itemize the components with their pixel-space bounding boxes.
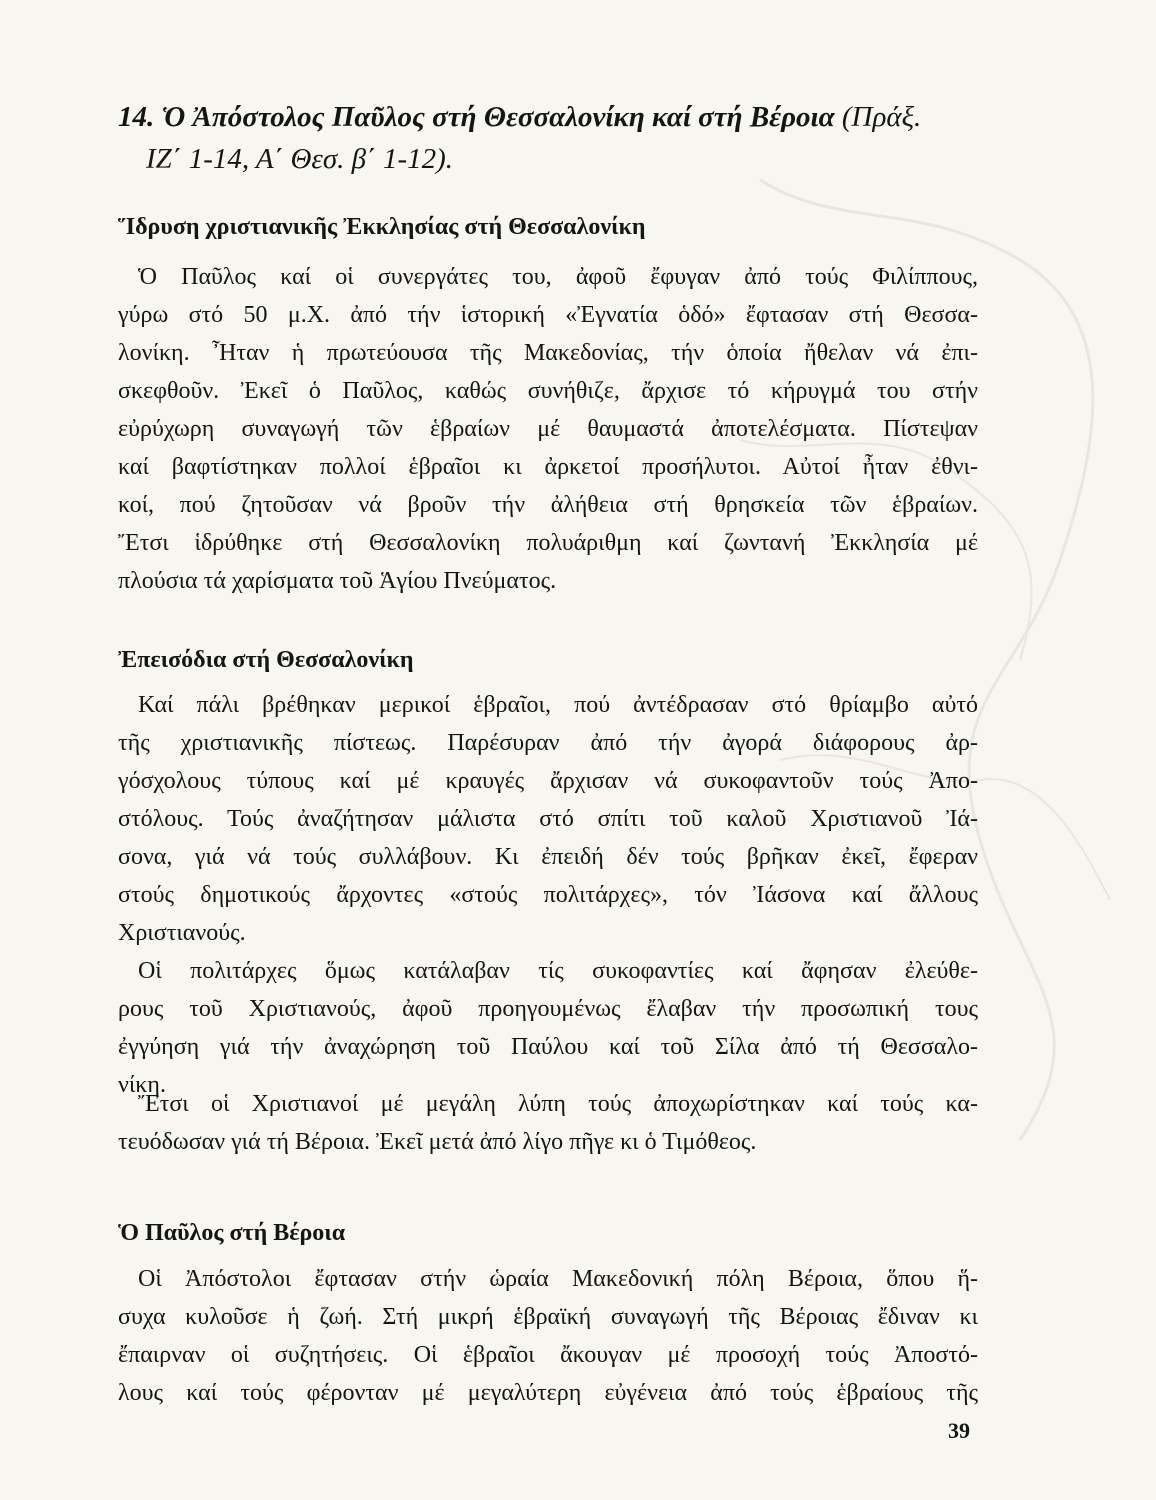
text-line: τῆς χριστιανικῆς πίστεως. Παρέσυραν ἀπό τήν ἀγορά διάφορους ἀρ- [118, 730, 978, 756]
paragraph [118, 1260, 978, 1412]
text-line: γόσχολους τύπους καί μέ κραυγές ἄρχισαν νά συκοφαντοῦν τούς Ἀπο- [118, 768, 978, 794]
paragraph [118, 258, 978, 600]
chapter-reference-open: (Πράξ. [841, 101, 922, 133]
text-line: σονα, γιά νά τούς συλλάβουν. Κι ἐπειδή δέν τούς βρῆκαν ἐκεῖ, ἔφεραν [118, 844, 978, 870]
text-line: γύρω στό 50 μ.Χ. ἀπό τήν ἱστορική «Ἐγνατία ὁδό» ἔφτασαν στή Θεσσα- [118, 302, 978, 328]
text-line: Καί πάλι βρέθηκαν μερικοί ἑβραῖοι, πού ἀντέδρασαν στό θρίαμβο αὐτό [138, 692, 978, 718]
text-line: καί βαφτίστηκαν πολλοί ἑβραῖοι κι ἀρκετοί προσήλυτοι. Αὐτοί ἦταν ἐθνι- [118, 454, 978, 480]
text-line: στούς δημοτικούς ἄρχοντες «στούς πολιτάρχες», τόν Ἰάσονα καί ἄλλους [118, 882, 978, 908]
text-line: Ὁ Παῦλος καί οἱ συνεργάτες του, ἀφοῦ ἔφυγαν ἀπό τούς Φιλίππους, [138, 264, 978, 290]
section-heading: Ὁ Παῦλος στή Βέροια [118, 1220, 346, 1246]
text-line: νίκη. [118, 1072, 166, 1098]
chapter-reference: ΙΖ΄ 1-14, Α΄ Θεσ. β΄ 1-12). [146, 143, 454, 175]
text-line: συχα κυλοῦσε ἡ ζωή. Στή μικρή ἑβραϊκή συναγωγή τῆς Βέροιας ἔδιναν κι [118, 1304, 978, 1330]
text-line: κοί, πού ζητοῦσαν νά βροῦν τήν ἀλήθεια στή θρησκεία τῶν ἑβραίων. [118, 492, 978, 518]
text-line: στόλους. Τούς ἀναζήτησαν μάλιστα στό σπίτι τοῦ καλοῦ Χριστιανοῦ Ἰά- [118, 806, 978, 832]
paragraph [118, 952, 978, 1104]
text-line: ἔπαιρναν οἱ συζητήσεις. Οἱ ἑβραῖοι ἄκουγαν μέ προσοχή τούς Ἀποστό- [118, 1342, 978, 1368]
text-line: λονίκη. Ἦταν ἡ πρωτεύουσα τῆς Μακεδονίας, τήν ὁποία ἤθελαν νά ἐπι- [118, 340, 978, 366]
chapter-number: 14. [118, 101, 155, 133]
text-line: εὐρύχωρη συναγωγή τῶν ἑβραίων μέ θαυμαστά ἀποτελέσματα. Πίστεψαν [118, 416, 978, 442]
page-number: 39 [948, 1418, 970, 1443]
text-line: σκεφθοῦν. Ἐκεῖ ὁ Παῦλος, καθώς συνήθιζε, ἄρχισε τό κήρυγμά του στήν [118, 378, 978, 404]
text-line: Ἔτσι ἱδρύθηκε στή Θεσσαλονίκη πολυάριθμη καί ζωντανή Ἐκκλησία μέ [118, 530, 978, 556]
text-line: Ἔτσι οἱ Χριστιανοί μέ μεγάλη λύπη τούς ἀποχωρίστηκαν καί τούς κα- [138, 1091, 978, 1117]
paragraph [118, 1085, 978, 1161]
paragraph [118, 686, 978, 952]
section-heading: Ἐπεισόδια στή Θεσσαλονίκη [118, 647, 414, 673]
text-line: τευόδωσαν γιά τή Βέροια. Ἐκεῖ μετά ἀπό λίγο πῆγε κι ὁ Τιμόθεος. [118, 1129, 757, 1155]
text-line: πλούσια τά χαρίσματα τοῦ Ἁγίου Πνεύματος. [118, 568, 557, 594]
text-line: ἐγγύηση γιά τήν ἀναχώρηση τοῦ Παύλου καί τοῦ Σίλα ἀπό τή Θεσσαλο- [118, 1034, 978, 1060]
text-line: Οἱ Ἀπόστολοι ἔφτασαν στήν ὡραία Μακεδονική πόλη Βέροια, ὅπου ἥ- [138, 1266, 978, 1292]
text-line: λους καί τούς φέρονταν μέ μεγαλύτερη εὐγένεια ἀπό τούς ἑβραίους τῆς [118, 1380, 978, 1406]
chapter-title [118, 96, 998, 180]
section-heading: Ἵδρυση χριστιανικῆς Ἐκκλησίας στή Θεσσαλονίκη [118, 214, 646, 240]
text-line: ρους τοῦ Χριστιανούς, ἀφοῦ προηγουμένως ἔλαβαν τήν προσωπική τους [118, 996, 978, 1022]
text-line: Οἱ πολιτάρχες ὅμως κατάλαβαν τίς συκοφαντίες καί ἄφησαν ἐλεύθε- [138, 958, 978, 984]
chapter-title-text: Ὁ Ἀπόστολος Παῦλος στή Θεσσαλονίκη καί στή Βέροια [161, 101, 835, 133]
text-line: Χριστιανούς. [118, 920, 246, 946]
